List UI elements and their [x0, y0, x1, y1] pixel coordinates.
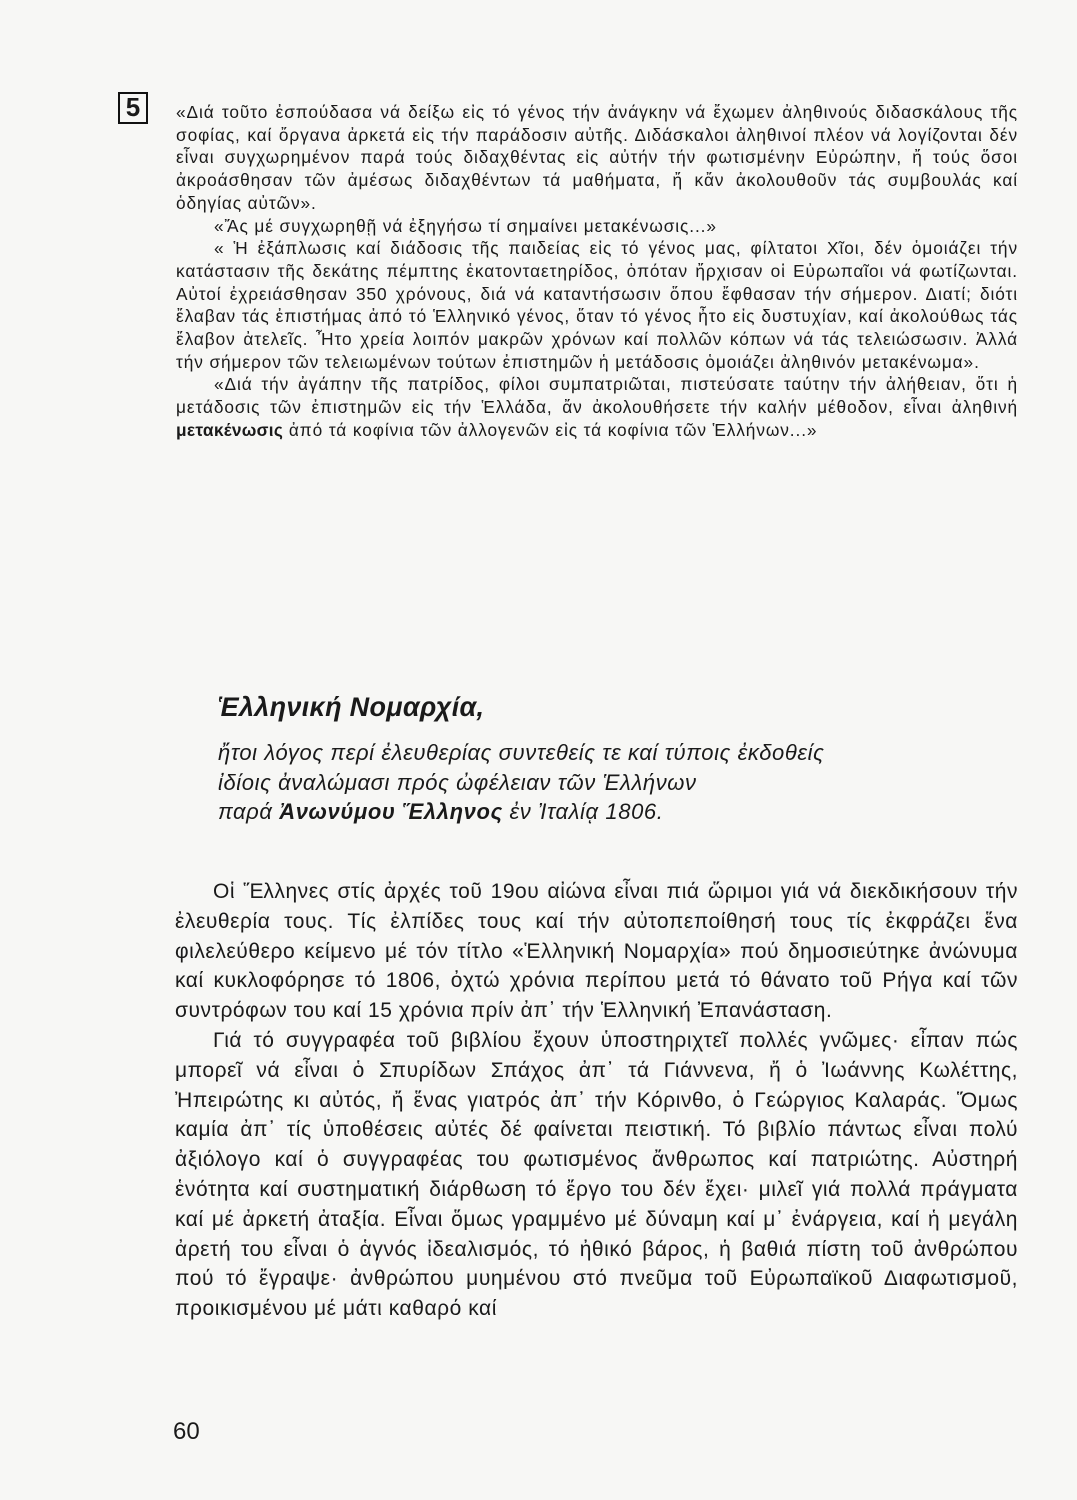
quote-text: ἀπό τά κοφίνια τῶν ἀλλογενῶν εἰς τά κοφίνια τῶν Ἑλλήνων...» — [283, 419, 818, 440]
quote-paragraph: «Διά τοῦτο ἐσπούδασα νά δείξω εἰς τό γένος τήν ἀνάγκην νά ἔχωμεν ἀληθινούς διδασκάλους τῆς σοφίας, καί ὄργανα ἀρκετά εἰς τήν παράδοσιν αὐτῆς. Διδάσκαλοι ἀληθινοί πλέον νά λογίζονται δέν εἶναι συγχωρημένον παρά τούς διδαχθέντας εἰς αὐτήν τήν φωτισμένην Εὐρώπην, ἤ τούς ὅσοι ἀκροάσθησαν τῶν ἀμέσως διδαχθέντων τά μαθήματα, ἤ κἄν ἀκολουθοῦν τάς συμβουλάς καί ὁδηγίας αὐτῶν». — [176, 102, 1018, 213]
subtitle-text: παρά — [218, 799, 280, 824]
quote-paragraph: «Ἄς μέ συγχωρηθῇ νά ἐξηγήσω τί σημαίνει μετακένωσις...» — [214, 215, 717, 236]
quote-paragraph: « Ἡ ἐξάπλωσις καί διάδοσις τῆς παιδείας εἰς τό γένος μας, φίλτατοι Χῖοι, δέν ὁμοιάζει τήν κατάστασιν τῆς δεκάτης πέμπτης ἑκατονταετηρίδος, ὁπόταν ἤρχισαν οἱ Εὐρωπαῖοι νά φωτίζωνται. Αὐτοί ἐχρειάσθησαν 350 χρόνους, διά νά καταντήσωσιν ὅπου ἔφθασαν τήν σήμερον. Διατί; διότι ἔλαβαν τάς ἐπιστήμας ἀπό τό Ἑλληνικό γένος, ὅταν τό γένος ἦτο εἰς δυστυχίαν, καί ἀκολούθως τάς ἔλαβον ἀτελεῖς. Ἦτο χρεία λοιπόν μακρῶν χρόνων καί πολλῶν κόπων νά τάς τελειώσωσιν. Ἀλλά τήν σήμερον τῶν τελειωμένων τούτων ἐπιστημῶν ἡ μετάδοσις ὁμοιάζει ἀληθινόν μετακένωμα». — [176, 238, 1018, 372]
quote-text: «Διά τήν ἀγάπην τῆς πατρίδος, φίλοι συμπατριῶται, πιστεύσατε ταύτην τήν ἀλήθειαν, ὅτι ἡ μετάδοσις τῶν ἐπιστημῶν εἰς τήν Ἑλλάδα, ἄν ἀκολουθήσετε τήν καλήν μέθοδον, εἶναι ἀληθινή — [176, 374, 1018, 418]
body-text — [175, 877, 1018, 1324]
subtitle-author: Ἀνωνύμου Ἕλληνος — [279, 799, 503, 824]
body-paragraph: Οἱ Ἕλληνες στίς ἀρχές τοῦ 19ου αἰώνα εἶναι πιά ὥριμοι γιά νά διεκδικήσουν τήν ἐλευθερία τους. Τίς ἐλπίδες τους καί τήν αὐτοπεποίθησή τους τίς ἐκφράζει ἕνα φιλελεύθερο κείμενο μέ τόν τίτλο «Ἑλληνική Νομαρχία» πού δημοσιεύτηκε ἀνώνυμα καί κυκλοφόρησε τό 1806, ὀχτώ χρόνια περίπου μετά τό θάνατο τοῦ Ρήγα καί τῶν συντρόφων του καί 15 χρόνια πρίν ἀπ᾽ τήν Ἑλληνική Ἐπανάσταση. — [175, 880, 1018, 1023]
page-number: 60 — [173, 1418, 200, 1445]
quote-bold-word: μετακένωσις — [176, 419, 284, 440]
subtitle-text: ἐν Ἰταλίᾳ 1806. — [502, 799, 664, 824]
subtitle-line: ἰδίοις ἀναλώμασι πρός ὠφέλειαν τῶν Ἑλλήνων — [218, 769, 697, 795]
book-title: Ἑλληνική Νομαρχία, — [218, 692, 485, 722]
subtitle-line: ἤτοι λόγος περί ἐλευθερίας συντεθείς τε καί τύποις ἐκδοθείς — [218, 740, 825, 765]
book-subtitle — [218, 738, 824, 827]
quote-block — [176, 101, 1018, 442]
subtitle-line — [218, 797, 824, 827]
body-paragraph: Γιά τό συγγραφέα τοῦ βιβλίου ἔχουν ὑποστηριχτεῖ πολλές γνῶμες· εἶπαν πώς μπορεῖ νά εἶναι ὁ Σπυρίδων Σπάχος ἀπ᾽ τά Γιάννενα, ἤ ὁ Ἰωάννης Κωλέττης, Ἠπειρώτης κι αὐτός, ἤ ἕνας γιατρός ἀπ᾽ τήν Κόρινθο, ὁ Γεώργιος Καλαράς. Ὅμως καμία ἀπ᾽ τίς ὑποθέσεις αὐτές δέ φαίνεται πειστική. Τό βιβλίο πάντως εἶναι πολύ ἀξιόλογο καί ὁ συγγραφέας του φωτισμένος ἄνθρωπος καί πατριώτης. Αὐστηρή ἑνότητα καί συστηματική διάρθωση τό ἔργο του δέν ἔχει· μιλεῖ γιά πολλά πράγματα καί μέ ἀρκετή ἀταξία. Εἶναι ὅμως γραμμένο μέ δύναμη καί μ᾽ ἐνάργεια, καί ἡ μεγάλη ἀρετή του εἶναι ὁ ἁγνός ἰδεαλισμός, τό ἠθικό βάρος, ἡ βαθιά πίστη τοῦ ἀνθρώπου πού τό ἔγραψε· ἀνθρώπου μυημένου στό πνεῦμα τοῦ Εὐρωπαϊκοῦ Διαφωτισμοῦ, προικισμένου μέ μάτι καθαρό καί — [175, 1028, 1018, 1321]
quote-paragraph-last — [176, 373, 1018, 441]
section-number-box: 5 — [118, 92, 148, 124]
